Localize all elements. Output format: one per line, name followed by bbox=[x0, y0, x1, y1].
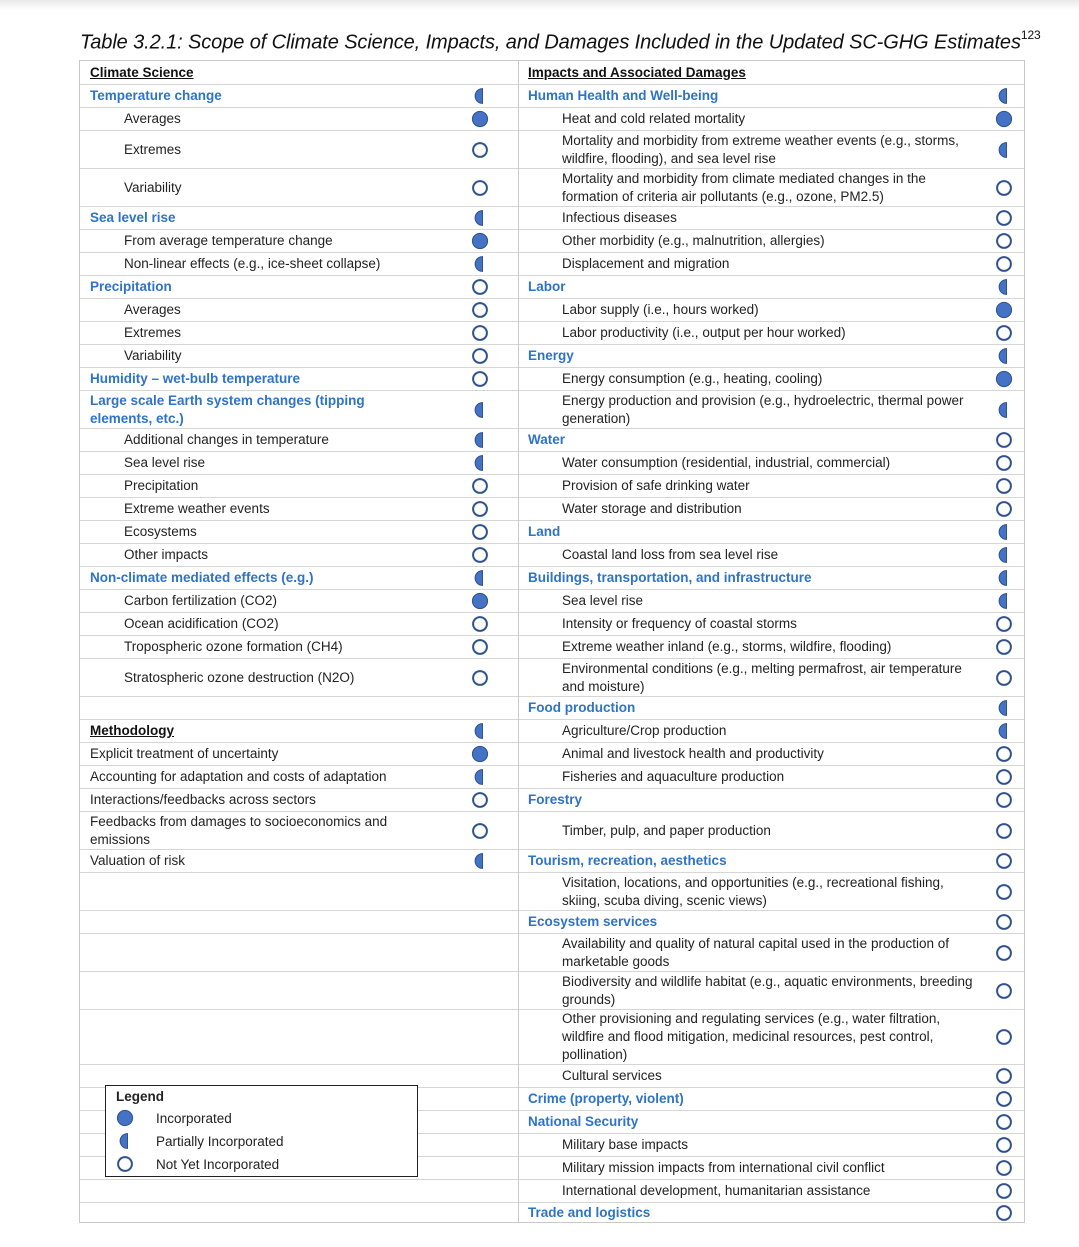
left-table-row bbox=[80, 1179, 518, 1202]
not-yet-incorporated-icon bbox=[995, 982, 1013, 1000]
item-label: International development, humanitarian assistance bbox=[562, 1183, 871, 1198]
left-table-row bbox=[80, 252, 518, 275]
not-yet-incorporated-icon bbox=[471, 523, 489, 541]
not-yet-incorporated-icon bbox=[471, 546, 489, 564]
right-table-row bbox=[519, 1087, 1024, 1110]
not-yet-incorporated-icon bbox=[995, 1067, 1013, 1085]
item-label: Non-linear effects (e.g., ice-sheet collapse) bbox=[124, 256, 381, 271]
incorporated-icon bbox=[116, 1109, 134, 1127]
right-table-row bbox=[519, 612, 1024, 635]
right-table-row bbox=[519, 451, 1024, 474]
left-table-row bbox=[80, 872, 518, 910]
category-label: Water bbox=[528, 432, 566, 447]
right-table-row bbox=[519, 910, 1024, 933]
left-table-row bbox=[80, 451, 518, 474]
not-yet-incorporated-icon bbox=[995, 669, 1013, 687]
item-label: Military mission impacts from international civil conflict bbox=[562, 1160, 885, 1175]
right-table-row bbox=[519, 252, 1024, 275]
item-label: Tropospheric ozone formation (CH4) bbox=[124, 639, 343, 654]
left-table-row bbox=[80, 788, 518, 811]
not-yet-incorporated-icon bbox=[995, 638, 1013, 656]
item-label: Precipitation bbox=[124, 478, 199, 493]
right-table-row bbox=[519, 497, 1024, 520]
item-label: Ocean acidification (CO2) bbox=[124, 616, 279, 631]
left-table-row bbox=[80, 84, 518, 107]
left-table-row bbox=[80, 658, 518, 696]
not-yet-incorporated-icon bbox=[995, 324, 1013, 342]
not-yet-incorporated-icon bbox=[995, 477, 1013, 495]
left-table-row bbox=[80, 719, 518, 742]
left-table-row bbox=[80, 612, 518, 635]
item-label: Accounting for adaptation and costs of adaptation bbox=[90, 769, 387, 784]
item-label: Mortality and morbidity from extreme weather events (e.g., storms, wildfire, flooding), and sea level rise bbox=[562, 132, 959, 166]
section-header: Methodology bbox=[90, 723, 174, 738]
not-yet-incorporated-icon bbox=[471, 669, 489, 687]
item-label: Heat and cold related mortality bbox=[562, 111, 746, 126]
category-label: Tourism, recreation, aesthetics bbox=[528, 853, 727, 868]
partially-incorporated-icon bbox=[471, 852, 489, 870]
not-yet-incorporated-icon bbox=[471, 822, 489, 840]
item-label: Averages bbox=[124, 111, 181, 126]
partially-incorporated-icon bbox=[995, 347, 1013, 365]
not-yet-incorporated-icon bbox=[995, 179, 1013, 197]
left-table-row bbox=[80, 474, 518, 497]
not-yet-incorporated-icon bbox=[995, 1028, 1013, 1046]
not-yet-incorporated-icon bbox=[995, 822, 1013, 840]
right-table-row bbox=[519, 474, 1024, 497]
item-label: Biodiversity and wildlife habitat (e.g., aquatic environments, breeding grounds) bbox=[562, 973, 973, 1007]
right-table-row bbox=[519, 543, 1024, 566]
partially-incorporated-icon bbox=[995, 569, 1013, 587]
not-yet-incorporated-icon bbox=[471, 638, 489, 656]
item-label: Intensity or frequency of coastal storms bbox=[562, 616, 797, 631]
legend-item-label: Incorporated bbox=[156, 1110, 232, 1126]
right-table-row bbox=[519, 658, 1024, 696]
not-yet-incorporated-icon bbox=[471, 278, 489, 296]
category-label: Non-climate mediated effects (e.g.) bbox=[90, 570, 314, 585]
right-table-row bbox=[519, 206, 1024, 229]
table-title bbox=[80, 30, 1040, 55]
category-label: Land bbox=[528, 524, 561, 539]
left-table-row bbox=[80, 566, 518, 589]
right-table-row bbox=[519, 229, 1024, 252]
item-label: Additional changes in temperature bbox=[124, 432, 329, 447]
right-table-row bbox=[519, 1156, 1024, 1179]
left-table-row bbox=[80, 765, 518, 788]
left-table-row bbox=[80, 1064, 518, 1087]
not-yet-incorporated-icon bbox=[995, 232, 1013, 250]
left-table-row bbox=[80, 811, 518, 849]
not-yet-incorporated-icon bbox=[471, 500, 489, 518]
left-table-row bbox=[80, 428, 518, 451]
item-label: Variability bbox=[124, 348, 182, 363]
partially-incorporated-icon bbox=[995, 592, 1013, 610]
item-label: Environmental conditions (e.g., melting permafrost, air temperature and moisture) bbox=[562, 660, 962, 694]
left-table-row bbox=[80, 229, 518, 252]
item-label: Provision of safe drinking water bbox=[562, 478, 750, 493]
category-label: Sea level rise bbox=[90, 210, 176, 225]
item-label: Animal and livestock health and productivity bbox=[562, 746, 824, 761]
partially-incorporated-icon bbox=[471, 722, 489, 740]
left-table-row bbox=[80, 107, 518, 130]
category-label: Energy bbox=[528, 348, 574, 363]
item-label: Energy consumption (e.g., heating, cooling) bbox=[562, 371, 823, 386]
item-label: Other morbidity (e.g., malnutrition, allergies) bbox=[562, 233, 825, 248]
right-table-row bbox=[519, 1202, 1024, 1223]
not-yet-incorporated-icon bbox=[995, 454, 1013, 472]
left-table-row bbox=[80, 849, 518, 872]
partially-incorporated-icon bbox=[471, 209, 489, 227]
item-label: Timber, pulp, and paper production bbox=[562, 822, 771, 838]
left-table-row bbox=[80, 130, 518, 168]
partially-incorporated-icon bbox=[995, 141, 1013, 159]
category-label: Large scale Earth system changes (tipping elements, etc.) bbox=[90, 392, 365, 426]
right-table-row bbox=[519, 742, 1024, 765]
not-yet-incorporated-icon bbox=[995, 1182, 1013, 1200]
partially-incorporated-icon bbox=[471, 768, 489, 786]
right-table-row bbox=[519, 635, 1024, 658]
left-table-row bbox=[80, 589, 518, 612]
left-table-row bbox=[80, 61, 518, 84]
not-yet-incorporated-icon bbox=[995, 852, 1013, 870]
item-label: Interactions/feedbacks across sectors bbox=[90, 792, 316, 807]
right-table-row bbox=[519, 275, 1024, 298]
right-table-row bbox=[519, 765, 1024, 788]
item-label: Coastal land loss from sea level rise bbox=[562, 547, 779, 562]
not-yet-incorporated-icon bbox=[995, 209, 1013, 227]
partially-incorporated-icon bbox=[995, 699, 1013, 717]
right-table-row bbox=[519, 696, 1024, 719]
not-yet-incorporated-icon bbox=[471, 370, 489, 388]
not-yet-incorporated-icon bbox=[471, 301, 489, 319]
left-table-row bbox=[80, 543, 518, 566]
item-label: Sea level rise bbox=[124, 455, 206, 470]
not-yet-incorporated-icon bbox=[471, 324, 489, 342]
item-label: Water consumption (residential, industrial, commercial) bbox=[562, 455, 891, 470]
table-title-text: Table 3.2.1: Scope of Climate Science, Impacts, and Damages Included in the Updated SC-GHG Estimates bbox=[80, 31, 1021, 54]
category-label: Precipitation bbox=[90, 279, 172, 294]
right-table-row bbox=[519, 321, 1024, 344]
category-label: Forestry bbox=[528, 792, 583, 807]
incorporated-icon bbox=[471, 745, 489, 763]
right-table-row bbox=[519, 298, 1024, 321]
item-label: Labor supply (i.e., hours worked) bbox=[562, 302, 759, 317]
legend-item bbox=[116, 1131, 406, 1151]
right-table-row bbox=[519, 971, 1024, 1009]
item-label: Extremes bbox=[124, 325, 182, 340]
partially-incorporated-icon bbox=[995, 546, 1013, 564]
incorporated-icon bbox=[995, 110, 1013, 128]
section-header: Impacts and Associated Damages bbox=[528, 64, 746, 80]
not-yet-incorporated-icon bbox=[995, 1159, 1013, 1177]
item-label: Extreme weather events bbox=[124, 501, 270, 516]
right-table-row bbox=[519, 872, 1024, 910]
item-label: Extreme weather inland (e.g., storms, wildfire, flooding) bbox=[562, 639, 892, 654]
left-table-row bbox=[80, 1202, 518, 1223]
left-table-row bbox=[80, 696, 518, 719]
category-label: Ecosystem services bbox=[528, 914, 658, 929]
legend-item-label: Partially Incorporated bbox=[156, 1133, 284, 1149]
category-label: Food production bbox=[528, 700, 636, 715]
item-label: Stratospheric ozone destruction (N2O) bbox=[124, 669, 355, 685]
not-yet-incorporated-icon bbox=[471, 791, 489, 809]
left-table-row bbox=[80, 910, 518, 933]
not-yet-incorporated-icon bbox=[995, 768, 1013, 786]
right-table-row bbox=[519, 589, 1024, 612]
category-label: National Security bbox=[528, 1114, 639, 1129]
right-table-row bbox=[519, 788, 1024, 811]
not-yet-incorporated-icon bbox=[995, 1090, 1013, 1108]
right-table-row bbox=[519, 61, 1024, 84]
partially-incorporated-icon bbox=[995, 722, 1013, 740]
item-label: Agriculture/Crop production bbox=[562, 723, 727, 738]
left-table-row bbox=[80, 742, 518, 765]
left-table-row bbox=[80, 275, 518, 298]
item-label: Labor productivity (i.e., output per hour worked) bbox=[562, 325, 846, 340]
right-table-row bbox=[519, 168, 1024, 206]
left-table-row bbox=[80, 971, 518, 1009]
left-table-row bbox=[80, 367, 518, 390]
right-table-row bbox=[519, 1009, 1024, 1064]
not-yet-incorporated-icon bbox=[995, 1113, 1013, 1131]
left-table-row bbox=[80, 1009, 518, 1064]
left-table-row bbox=[80, 168, 518, 206]
category-label: Temperature change bbox=[90, 88, 222, 103]
right-table-row bbox=[519, 849, 1024, 872]
item-label: Mortality and morbidity from climate mediated changes in the formation of criteria air pollutants (e.g., ozone, PM2.5) bbox=[562, 170, 926, 204]
item-label: Military base impacts bbox=[562, 1137, 689, 1152]
item-label: Energy production and provision (e.g., hydroelectric, thermal power generation) bbox=[562, 392, 964, 426]
not-yet-incorporated-icon bbox=[995, 791, 1013, 809]
not-yet-incorporated-icon bbox=[995, 883, 1013, 901]
left-table-row bbox=[80, 520, 518, 543]
not-yet-incorporated-icon bbox=[471, 179, 489, 197]
not-yet-incorporated-icon bbox=[995, 1136, 1013, 1154]
scope-table bbox=[79, 60, 1025, 1223]
right-table-row bbox=[519, 1110, 1024, 1133]
incorporated-icon bbox=[471, 232, 489, 250]
category-label: Trade and logistics bbox=[528, 1205, 651, 1220]
incorporated-icon bbox=[995, 301, 1013, 319]
item-label: Feedbacks from damages to socioeconomics and emissions bbox=[90, 813, 388, 847]
right-table-row bbox=[519, 719, 1024, 742]
right-table-row bbox=[519, 390, 1024, 428]
left-table-row bbox=[80, 497, 518, 520]
legend-item bbox=[116, 1108, 406, 1128]
category-label: Crime (property, violent) bbox=[528, 1091, 684, 1106]
item-label: Explicit treatment of uncertainty bbox=[90, 746, 279, 761]
item-label: Availability and quality of natural capital used in the production of marketable goods bbox=[562, 935, 949, 969]
legend-title: Legend bbox=[116, 1089, 165, 1104]
not-yet-incorporated-icon bbox=[995, 431, 1013, 449]
right-table-row bbox=[519, 566, 1024, 589]
left-table-row bbox=[80, 298, 518, 321]
incorporated-icon bbox=[471, 110, 489, 128]
partially-incorporated-icon bbox=[995, 87, 1013, 105]
item-label: Ecosystems bbox=[124, 524, 197, 539]
partially-incorporated-icon bbox=[116, 1132, 134, 1150]
footnote-marker: 123 bbox=[1020, 28, 1041, 42]
not-yet-incorporated-icon bbox=[471, 347, 489, 365]
category-label: Buildings, transportation, and infrastructure bbox=[528, 570, 812, 585]
left-table-row bbox=[80, 206, 518, 229]
not-yet-incorporated-icon bbox=[995, 615, 1013, 633]
item-label: Sea level rise bbox=[562, 593, 644, 608]
right-table-row bbox=[519, 1064, 1024, 1087]
right-table-row bbox=[519, 428, 1024, 451]
category-label: Labor bbox=[528, 279, 566, 294]
item-label: Averages bbox=[124, 302, 181, 317]
item-label: Carbon fertilization (CO2) bbox=[124, 593, 278, 608]
not-yet-incorporated-icon bbox=[995, 500, 1013, 518]
left-table-row bbox=[80, 933, 518, 971]
left-table-row bbox=[80, 321, 518, 344]
right-table-row bbox=[519, 84, 1024, 107]
page-top-edge bbox=[0, 0, 1079, 10]
left-table-row bbox=[80, 635, 518, 658]
partially-incorporated-icon bbox=[995, 523, 1013, 541]
item-label: Variability bbox=[124, 179, 182, 195]
left-table-row bbox=[80, 390, 518, 428]
incorporated-icon bbox=[995, 370, 1013, 388]
item-label: Cultural services bbox=[562, 1068, 662, 1083]
not-yet-incorporated-icon bbox=[471, 141, 489, 159]
item-label: Water storage and distribution bbox=[562, 501, 742, 516]
item-label: Other impacts bbox=[124, 547, 209, 562]
not-yet-incorporated-icon bbox=[471, 615, 489, 633]
category-label: Human Health and Well-being bbox=[528, 88, 719, 103]
not-yet-incorporated-icon bbox=[471, 477, 489, 495]
item-label: From average temperature change bbox=[124, 233, 333, 248]
partially-incorporated-icon bbox=[471, 454, 489, 472]
right-table-row bbox=[519, 107, 1024, 130]
legend-item bbox=[116, 1154, 406, 1174]
right-table-row bbox=[519, 933, 1024, 971]
partially-incorporated-icon bbox=[995, 401, 1013, 419]
category-label: Humidity – wet-bulb temperature bbox=[90, 371, 301, 386]
partially-incorporated-icon bbox=[471, 87, 489, 105]
partially-incorporated-icon bbox=[471, 401, 489, 419]
item-label: Extremes bbox=[124, 141, 182, 157]
right-table-row bbox=[519, 520, 1024, 543]
partially-incorporated-icon bbox=[471, 431, 489, 449]
right-table-row bbox=[519, 130, 1024, 168]
right-table-row bbox=[519, 344, 1024, 367]
legend-item-label: Not Yet Incorporated bbox=[156, 1156, 280, 1172]
right-table-row bbox=[519, 1133, 1024, 1156]
right-table-row bbox=[519, 811, 1024, 849]
item-label: Other provisioning and regulating services (e.g., water filtration, wildfire and flood mitigation, medicinal resources, pest control, pollination) bbox=[562, 1011, 941, 1062]
not-yet-incorporated-icon bbox=[995, 944, 1013, 962]
item-label: Visitation, locations, and opportunities (e.g., recreational fishing, skiing, scuba diving, scenic views) bbox=[562, 874, 944, 908]
right-table-row bbox=[519, 1179, 1024, 1202]
partially-incorporated-icon bbox=[995, 278, 1013, 296]
right-table-row bbox=[519, 367, 1024, 390]
partially-incorporated-icon bbox=[471, 255, 489, 273]
not-yet-incorporated-icon bbox=[995, 255, 1013, 273]
item-label: Fisheries and aquaculture production bbox=[562, 769, 785, 784]
not-yet-incorporated-icon bbox=[995, 1204, 1013, 1222]
not-yet-incorporated-icon bbox=[995, 913, 1013, 931]
item-label: Displacement and migration bbox=[562, 256, 730, 271]
legend-box bbox=[105, 1085, 418, 1177]
partially-incorporated-icon bbox=[471, 569, 489, 587]
not-yet-incorporated-icon bbox=[995, 745, 1013, 763]
item-label: Valuation of risk bbox=[90, 853, 186, 868]
incorporated-icon bbox=[471, 592, 489, 610]
not-yet-incorporated-icon bbox=[116, 1155, 134, 1173]
left-table-row bbox=[80, 344, 518, 367]
section-header: Climate Science bbox=[90, 64, 194, 80]
item-label: Infectious diseases bbox=[562, 210, 677, 225]
